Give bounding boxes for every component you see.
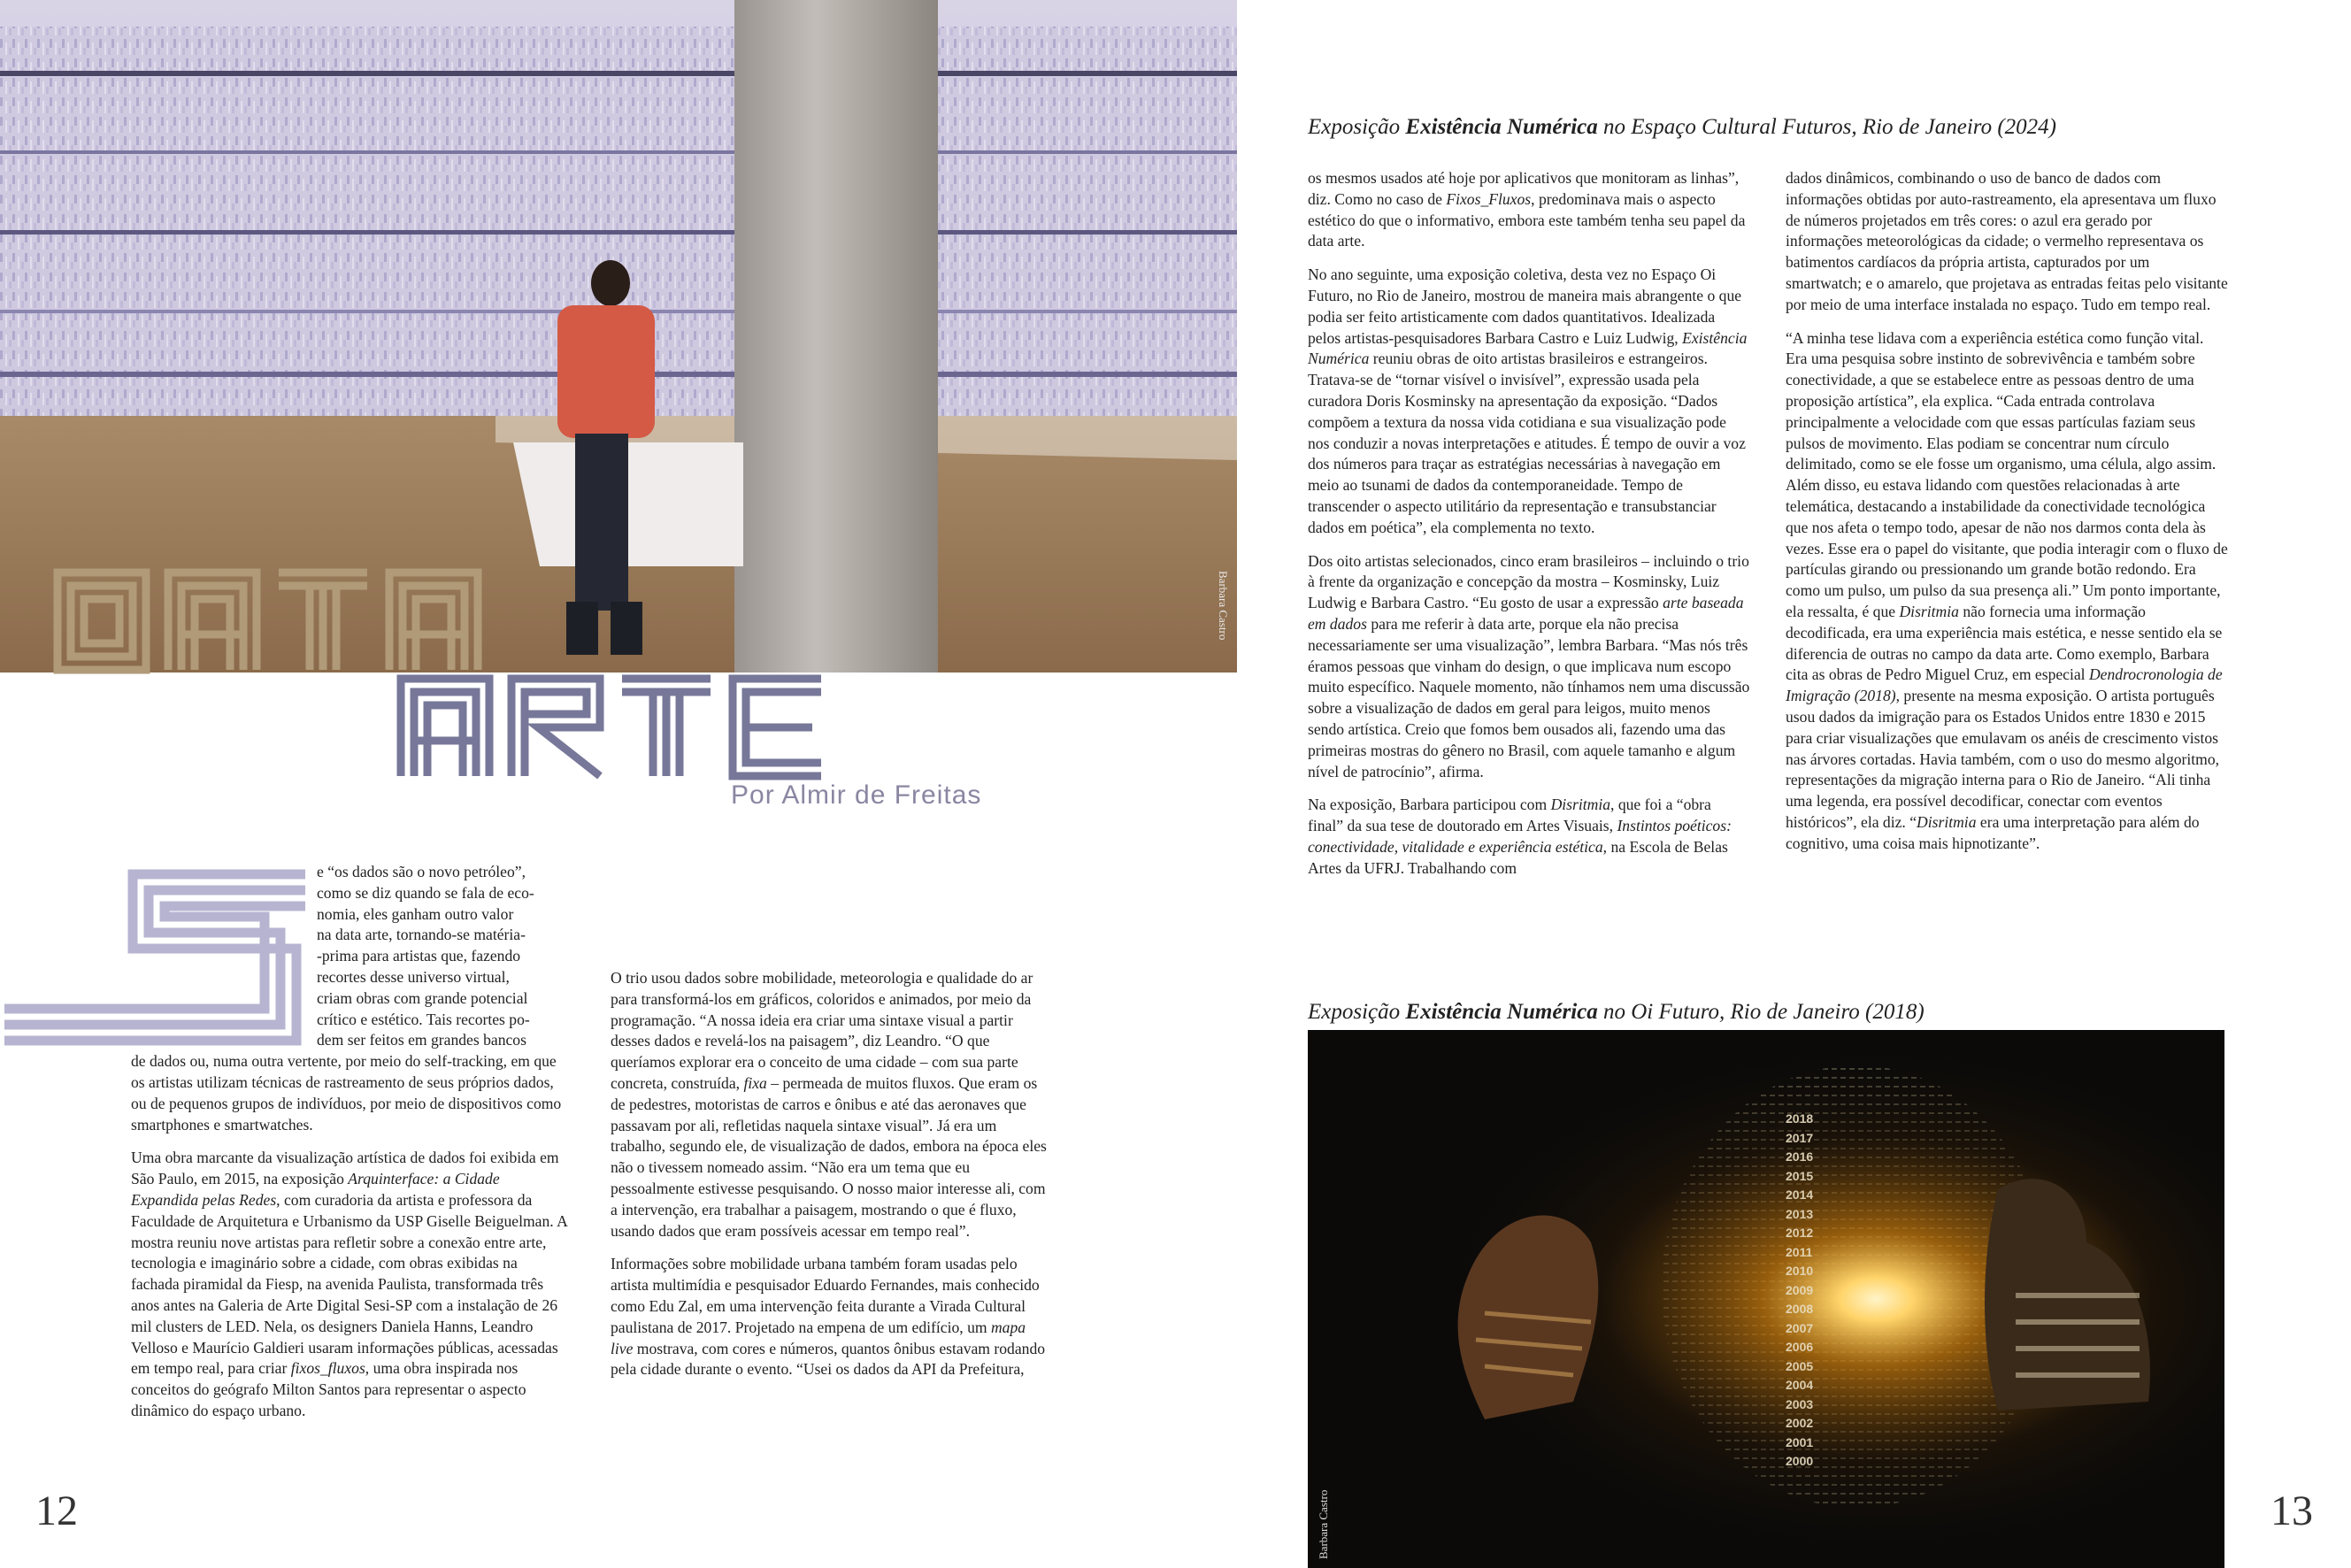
- year-label: 2015: [1786, 1168, 1814, 1183]
- dropcap-line: crítico e estético. Tais recortes po-: [317, 1010, 530, 1028]
- col2-paragraph-1: [611, 968, 1048, 1241]
- text-run: Informações sobre mobilidade urbana também foram usadas pelo artista multimídia e pesquisador Eduardo Fernandes, mais conhecido como Edu Zal, em uma intervenção feita durante a Virada Cultural paulistana de 2017. Projetado na empena de um edifício, um: [611, 1255, 1040, 1336]
- bottom-photo: [1308, 1030, 2224, 1568]
- col3-paragraph-2: [1308, 265, 1750, 538]
- byline: Por Almir de Freitas: [731, 780, 982, 810]
- year-label: 2001: [1786, 1434, 1814, 1449]
- page-number-right: 13: [2270, 1487, 2313, 1534]
- caption-bold: Existência Numérica: [1405, 1000, 1598, 1024]
- year-label: 2002: [1786, 1416, 1814, 1430]
- dropcap-line: -prima para artistas que, fazendo: [317, 947, 521, 965]
- dropcap-line: como se diz quando se fala de eco-: [317, 883, 534, 902]
- year-label: 2000: [1786, 1454, 1814, 1468]
- caption-bottom: [1308, 1000, 1925, 1025]
- caption-text: no Oi Futuro, Rio de Janeiro (2018): [1597, 1000, 1925, 1024]
- caption-text: no Espaço Cultural Futuros, Rio de Janeiro (2024): [1597, 115, 2056, 139]
- dropcap-wrap-lines: [317, 862, 568, 1051]
- dropcap-line: recortes desse universo virtual,: [317, 967, 510, 986]
- year-label: 2005: [1786, 1358, 1814, 1373]
- dropcap-line: nomia, eles ganham outro valor: [317, 904, 514, 923]
- column-1: [131, 862, 568, 1434]
- year-label: 2004: [1786, 1378, 1814, 1392]
- caption-bold: Existência Numérica: [1405, 115, 1598, 139]
- dropcap-line: na data arte, tornando-se matéria-: [317, 926, 526, 944]
- col3-paragraph-4: [1308, 795, 1750, 879]
- text-run: reuniu obras de oito artistas brasileiros e estrangeiros. Tratava-se de “tornar visível o invisível”, expressão usada pela curadora Doris Kosminsky na apresentação da exposição. “Dados compõem a textura da nossa vida cotidiana e sua visualização pode nos conduzir a novas interpretações e atitudes. É tempo de ouvir a voz dos números para traçar as estratégias necessárias à navegação em meio ao tsunami de dados da contemporaneidade. Tempo de transcender o aspecto utilitário da representação e transubstanciar dados em poética”, ela complementa no texto.: [1308, 350, 1746, 536]
- text-run: era uma interpretação para além do cognitivo, uma coisa mais hipnotizante”.: [1786, 812, 2200, 852]
- text-run: Uma obra marcante da visualização artística de dados foi exibida em São Paulo, em 2015, na exposição: [131, 1149, 559, 1188]
- caption-top: [1308, 115, 2056, 140]
- year-label: 2007: [1786, 1320, 1814, 1335]
- year-label: 2003: [1786, 1396, 1814, 1411]
- bottom-photo-credit: Barbara Castro: [1317, 1489, 1330, 1559]
- col4-paragraph-1: dados dinâmicos, combinando o uso de banco de dados com informações obtidas por auto-rastreamento, ela apresentava um fluxo de números projetados em três cores: o azul era gerado por informações meteorológicas da cidade; o vermelho representava os batimentos cardíacos da própria artista, capturados por um smartwatch; e o amarelo, que projetava as entradas feitas pelo visitante por meio de uma interface instalada no espaço. Tudo em tempo real.: [1786, 169, 2228, 313]
- text-run: , com curadoria da artista e professora da Faculdade de Arquitetura e Urbanismo da USP Giselle Beiguelman. A mostra reuniu nove artistas para refletir sobre a conexão entre arte, tecnologia e imaginário sobre a cidade, com obras exibidas na fachada piramidal da Fiesp, na avenida Paulista, transformada três anos antes na Galeria de Arte Digital Sesi-SP com a instalação de 26 mil clusters de LED. Nela, os designers Daniela Hanns, Leandro Velloso e Maurício Galdieri usaram informações públicas, acessadas em tempo real, para criar: [131, 1190, 567, 1378]
- year-label: 2006: [1786, 1340, 1814, 1354]
- italic-run: arte baseada em dados: [1308, 594, 1744, 633]
- year-label: 2016: [1786, 1149, 1814, 1164]
- column-2: [611, 968, 1048, 1393]
- italic-run: Arquinterface: a Cidade Expandida pelas Redes: [131, 1170, 500, 1209]
- text-run: , presente na mesma exposição. O artista português usou dados da imigração para os Estados Unidos entre 1830 e 2015 para criar visualizações que emulavam os anéis de crescimento vistos nas árvores cortadas. Havia também, com o uso do mesmo algoritmo, representações da migração interna para o Rio de Janeiro. “Ali tinha uma legenda, era possível decodificar, conectar com eventos históricos”, ela diz. “: [1786, 687, 2220, 831]
- dropcap-line: e “os dados são o novo petróleo”,: [317, 863, 526, 880]
- text-run: , na Escola de Belas Artes da UFRJ. Trabalhando com: [1308, 837, 1728, 877]
- italic-run: Existência Numérica: [1308, 328, 1748, 368]
- italic-run: fixa: [743, 1073, 767, 1092]
- col1-paragraph-2: [131, 1148, 568, 1421]
- year-label: 2018: [1786, 1111, 1814, 1126]
- italic-run: Disritmia: [1899, 602, 1959, 620]
- col4-paragraph-2: [1786, 328, 2228, 855]
- italic-run: Disritmia: [1917, 812, 1977, 831]
- title-arte: [396, 674, 848, 780]
- text-run: Na exposição, Barbara participou com: [1308, 796, 1551, 814]
- italic-run: Instintos poéticos: conectividade, vitalidade e experiência estética: [1308, 817, 1732, 856]
- title-data: [53, 568, 504, 674]
- text-run: , uma obra inspirada nos conceitos do geógrafo Milton Santos para representar o aspecto dinâmico do espaço urbano.: [131, 1359, 526, 1419]
- col3-paragraph-1: [1308, 168, 1750, 252]
- year-label: 2009: [1786, 1282, 1814, 1297]
- top-photo-credit: Barbara Castro: [1217, 571, 1230, 641]
- dropcap-line: criam obras com grande potencial: [317, 988, 528, 1007]
- text-run: os mesmos usados até hoje por aplicativos que monitoram as linhas”, diz. Como no caso de: [1308, 169, 1740, 208]
- italic-run: Dendrocronologia de Imigração (2018): [1786, 665, 2223, 705]
- italic-run: Disritmia: [1550, 796, 1611, 814]
- year-label: 2014: [1786, 1188, 1814, 1202]
- year-label: 2008: [1786, 1302, 1814, 1316]
- caption-text: Exposição: [1308, 1000, 1406, 1024]
- italic-run: fixos_fluxos: [290, 1359, 365, 1378]
- italic-run: Fixos_Fluxos: [1446, 189, 1532, 208]
- text-run: “A minha tese lidava com a experiência estética como função vital. Era uma pesquisa sobre instinto de sobrevivência e também sobre conectividade, a que se estabelece entre as pessoas dentro de uma proposição artística”, ela explica. “Cada entrada controlava principalmente a velocidade com que essas partículas faziam seus pulsos de movimento. Elas podiam se concentrar num círculo delimitado, como se ele fosse um organismo, uma célula, algo assim. Além disso, eu estava lidando com questões relacionadas à arte telemática, destacando a instabilidade da conectividade tecnológica que nos afeta o tempo todo, apesar de não nos darmos conta dela às vezes. Esse era o papel do visitante, que podia interagir com o fluxo de partículas girando ou pressionando um grande botão redondo. Era como um pulso, um pulso da sua presença ali.” Um ponto importante, ela ressalta, é que: [1786, 328, 2228, 620]
- text-run: O trio usou dados sobre mobilidade, meteorologia e qualidade do ar para transformá-los em gráficos, coloridos e animados, por meio da programação. “A nossa ideia era criar uma sintaxe visual a partir desses dados e revelá-los na paisagem”, diz Leandro. “O que queríamos explorar era o conceito de uma cidade – com sua parte concreta, construída,: [611, 969, 1033, 1092]
- text-run: No ano seguinte, uma exposição coletiva, desta vez no Espaço Oi Futuro, no Rio de Janeiro, mostrou de maneira mais abrangente o que podia ser feito artisticamente com dados quantitativos. Idealizada pelos artistas-pesquisadores Barbara Castro e Luiz Ludwig,: [1308, 265, 1742, 347]
- text-run: mostrava, com cores e números, quantos ônibus estavam rodando pela cidade durante o evento. “Usei os dados da API da Prefeitura,: [611, 1339, 1046, 1379]
- year-label: 2017: [1786, 1130, 1814, 1145]
- year-label: 2010: [1786, 1264, 1814, 1278]
- italic-run: mapa live: [611, 1318, 1026, 1357]
- col1-paragraph-1: de dados ou, numa outra vertente, por meio do self-tracking, em que os artistas utilizam técnicas de rastreamento de seus próprios dados, ou de pequenos grupos de indivíduos, por meio de dispositivos como smartphones e smartwatches.: [131, 1052, 562, 1134]
- page-number-left: 12: [35, 1487, 78, 1534]
- col3-paragraph-3: [1308, 551, 1750, 783]
- text-run: não fornecia uma informação decodificada, era uma experiência mais estética, e nesse sentido ela se diferencia de outras no campo da data arte. Como exemplo, Barbara cita as obras de Pedro Miguel Cruz, em especial: [1786, 602, 2223, 684]
- text-run: , predominava mais o aspecto estético do que o informativo, embora este também tenha seu papel da data arte.: [1308, 189, 1746, 250]
- dropcap-line: dem ser feitos em grandes bancos: [317, 1031, 526, 1049]
- year-labels: [1786, 1110, 1813, 1472]
- dropcap-lines: [317, 862, 568, 1051]
- year-label: 2011: [1786, 1244, 1813, 1259]
- text-run: Dos oito artistas selecionados, cinco eram brasileiros – incluindo o trio à frente da organização e concepção da mostra – Kosminsky, Luiz Ludwig e Barbara Castro. “Eu gosto de usar a expressão: [1308, 551, 1749, 612]
- column-3: [1308, 168, 1750, 892]
- numeric-sphere-installation-image: [1308, 1030, 2224, 1568]
- text-run: para me referir à data arte, porque ela não precisa necessariamente ser uma visualização”, lembra Barbara. “Mas nós três éramos pessoas que vinham do design, o que implicava num escopo muito específico. Naquele momento, não tínhamos nem uma discussão sobre a visualização de dados em geral para leigos, muito menos sendo artística. Creio que fomos bem ousados ali, fazendo uma das primeiras mostras do gênero no Brasil, com aquele tamanho e algum nível de patrocínio”, afirma.: [1308, 614, 1750, 780]
- text-run: , que foi a “obra final” da sua tese de doutorado em Artes Visuais,: [1308, 796, 1711, 835]
- col2-paragraph-2: [611, 1254, 1048, 1380]
- text-run: – permeada de muitos fluxos. Que eram os de pedestres, motoristas de carros e ônibus e até das aeronaves que passavam por ali, refletidas naquela sintaxe visual”. Já era um trabalho, segundo ele, de visualização de dados, embora na época eles não o tivessem nomeado assim. “Não era um tema que eu pessoalmente estivesse pesquisando. O nosso maior interesse ali, com a intervenção, era trabalhar a paisagem, mostrando o que é fluxo, usando dados que eram possíveis acessar em tempo real”.: [611, 1073, 1047, 1240]
- caption-text: Exposição: [1308, 115, 1406, 139]
- year-label: 2013: [1786, 1206, 1814, 1221]
- column-4: [1786, 168, 2228, 867]
- year-label: 2012: [1786, 1226, 1814, 1240]
